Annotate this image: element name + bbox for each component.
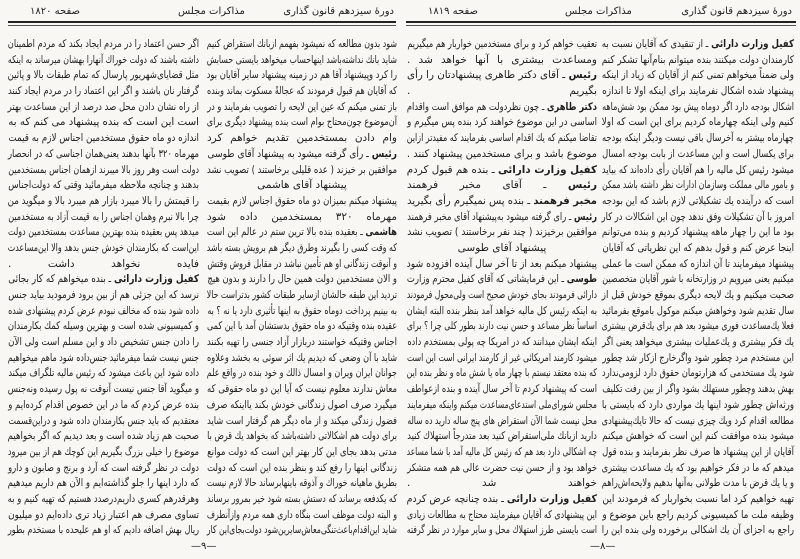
speaker-name: کفیل وزارت دارائی	[711, 38, 794, 50]
text-line: که آقایان هم قبول فرمودند که عجالةً مسکوت بماند وبنده	[207, 85, 397, 98]
text-line: صحبت هم زیاد شده است و بعد دیدیم که اگر بخواهیم	[7, 430, 199, 443]
text-line: پیشنهاد میکنم بمیزان دو ماه حقوق اجناس لازم بقیمت	[207, 194, 397, 207]
text-line: جنس نیست شما میفرمائید جنس‌داده شود ماهم میخواهیم	[7, 351, 199, 364]
speaker-name: رئیس	[371, 147, 397, 160]
text-line: موافقین برخیزند ( چند نفر برخاستند ) تصویب نشد	[407, 226, 597, 239]
text-line: و البته دولت موظف است بنگاه داری همه مردم وازآنطرف	[206, 508, 397, 521]
text-line: صحبت میکنیم و یك لایحه دیگری بموقع خودش قبل از	[601, 289, 794, 301]
header-rule	[406, 21, 796, 23]
text-line: شاید این‌اقدام‌باعث‌تنگی‌معاش‌سایرین‌شود دولت‌بجای‌این کار	[206, 524, 397, 537]
header-period: دورهٔ سیزدهم قانون گذاری	[283, 6, 394, 17]
text-line: موضوع را خیلی بزرگ بگیریم این کوچك هم از بین میرود	[7, 445, 199, 458]
text-line: نرسد که این جزئی هم از بین برود فرمودید بیاید جنس	[8, 289, 200, 301]
text-line: که وقت کسی را بگیرند وطرق دیگر هم برویش بسته باشد	[206, 241, 397, 254]
text-line: موضوع باشد و برای مستخدمین پیشنهاد کنند .	[406, 147, 597, 160]
text-line: است که درآینده یك تشکیلاتی لازم باشد که این بودجه	[601, 194, 794, 207]
speech-text: ـ بنده میخواهم که کار بجائی	[8, 273, 114, 286]
text-line: اشکال بودجه دارد اگر دوماه پیش بود ممکن بود شش‌ماهه	[602, 100, 794, 113]
text-line: اجناس وقتیکه خواستند دربازار آزاد جنسی را تهیه بکنند	[206, 336, 397, 349]
header-page-number: صفحه ۱۸۲۰	[30, 6, 81, 17]
page-1819	[400, 0, 800, 559]
text-line: مهرماه ۳۲۰ بآنها بدهند یعنی‌همان اجناسی که در انحصار	[7, 147, 199, 160]
text-line: تساوی مصرف هم اعتبار زیاد تری داده‌ایم دو میلیون	[8, 508, 199, 521]
text-line: موافقین بر خیزند ( عده قلیلی برخاستند ) تصویب نشد	[207, 163, 397, 176]
text-line: شاید با آن وضعی که دیدیم یك اثر سوئی به بخشد وعلاوه	[207, 351, 397, 364]
text-line	[406, 100, 597, 116]
text-line: داده شود این باعث میشود که رئیس مالیه تلگراف میکند	[8, 367, 199, 380]
speaker-name: هاشمی	[365, 226, 397, 239]
text-line: است که پیشنهاد کردم تا آخر سال آینده و بنده ازعواطف	[406, 383, 597, 396]
header-rule	[8, 21, 396, 23]
speaker-name: طوسی	[566, 273, 597, 286]
text-line: وهرقدرهم کسری داریم‌درصدد هستیم که تهیه کنیم و به	[7, 492, 199, 505]
text-line: فضول زندگی میکند و از ماه دیگر هم گرفتار است شاید	[207, 414, 397, 427]
text-line: بدهند و چنانچه ملاحظه میفرمائید وقتی که دولت‌اجناس	[8, 179, 200, 192]
text-line: دارید ازبانك ملی‌استقراض کنید بعد متدرجاً استهلاك کنید	[407, 430, 597, 443]
text-line: میدهم که ما در فکر خواهیم بود که یك مساعدت بیشتری	[601, 461, 794, 474]
speech-text: ـ بنده پس نمیگیرم رأی بگیرید	[407, 194, 534, 207]
text-line: این پیشنهادی که آقایان میفرمایند محتاج به مطالعات زیادی	[407, 508, 597, 521]
text-line	[206, 225, 397, 241]
text-line: بطریق ماهیانه خوراك و آذوقه باینهابرساند حالا لازم نیست	[206, 477, 397, 490]
column-right	[602, 37, 794, 539]
text-line: دارائی فرمودند بجای خودش صحیح است ولی‌محول فرمودند	[406, 289, 597, 301]
text-line: فایده نخواهد داشت .	[8, 257, 199, 270]
text-line: ورثه‌اش چطور شود اینها یك مواردی دارد که بایستی با	[601, 398, 794, 411]
speaker-name: رئیس	[568, 69, 597, 82]
footer-page-number: —۹—	[191, 541, 217, 552]
text-line: اساساً نظر مساعد و حسن نیت دارند بطور کلی چرا ؟ برای	[406, 320, 597, 333]
speaker-name: کفیل وزارت دارائی	[113, 273, 199, 286]
text-line: تقاضا میکنم که یك اقدام اساسی بفرمایند که مفیدتر ازاین	[406, 132, 597, 145]
text-line: چهارماه بیشتر به آخرسال باقی نیست ودیگر اینکه بودجه	[602, 132, 794, 145]
text-line: تردید این طبقه حالشان ازسایر طبقات کشور بدتراست حالا	[206, 289, 397, 301]
text-line: میشود کارمند امریکائی غیر از کارمند ایرانی است این است	[407, 351, 597, 364]
text-line: میدهد پس بعقیده بنده بهترین مساعدت بمستخدمین دولت	[8, 226, 199, 239]
text-line: ریال بهش اضافه دادیم که او هم علیحده با مستخدم بطور	[7, 524, 199, 537]
text-line: برای دولت هم اشکالاتی داشته‌باشد که بخواهد یك قرض با	[207, 430, 397, 443]
text-line: به اینکه رئیس کل مالیه خواهد آمد بنظر بنده البته ایشان	[406, 304, 597, 317]
text-line: که یکدفعه برساند که دستش بسته شود خیر بمرور برساند	[207, 492, 397, 505]
speech-text: ـ بعقیده بنده بالا ترین ستم در عالم این است	[206, 226, 366, 239]
column-left	[407, 37, 597, 539]
text-line: مدتی بدهد بجای این کار بهتر این است که دولت موانع	[207, 445, 397, 458]
text-line	[406, 68, 597, 84]
text-line: زندگانی اینها را رفع کند و بنظر بنده این است که دولت	[207, 461, 397, 474]
text-line: را کرد وپیشنهاد آقا هم در زمینه پیشنهاد سایر آقایان بود	[206, 69, 397, 82]
text-line: به بینیم پرداخت دوماه حقوق به اینها تأثیری دارد یا نه ؟ به	[207, 304, 397, 317]
text-line: بنده عرض کردم که ما در این خصوص اقدام کرده‌ایم و	[8, 398, 199, 411]
speaker-name: دکتر طاهری	[546, 100, 597, 113]
text-line: میشود بنده موافقت کنم این است که خواهش میکنم	[602, 430, 794, 443]
speech-text: ـ این فرمایشاتی که آقای کفیل محترم وزارت	[406, 273, 567, 286]
speech-text: ـ چون نظردولت هم موافق است واقدام	[406, 100, 547, 113]
header-title: مذاکرات مجلس	[565, 6, 632, 17]
text-line: اگر حسن اعتماد را در مردم ایجاد بکند که مردم اطمینان	[7, 38, 199, 50]
text-line: سال تقدیم شود وخواهش میکنم موکول باموقع بفرمائید	[601, 304, 794, 317]
text-line: دولت در نظر گرفته است که آرد و برنج و صابون و دارو	[8, 461, 200, 474]
text-line: که دارد اینها را جلو گذاشته‌ایم و الآن هم داریم میدهیم	[7, 477, 200, 490]
speech-text: ـ آقای مخبر فرهمند	[407, 179, 568, 192]
text-line: و الان مستخدمین دولت همین حال را دارند و بدون هیچ	[207, 273, 397, 286]
text-line: ومساعدت بیشتری با آنها خواهد شد .	[407, 53, 597, 66]
speech-text: ـ بنده هم قبول کردم	[406, 163, 498, 176]
speaker-name: کفیل وزارت دارائی	[497, 163, 597, 176]
text-line: و یا یك قرض با مدت طولانی به‌آنها بدهیم ولایحه‌اش‌راهم	[601, 477, 794, 490]
speech-text: ـ رای گرفته میشود به‌پیشنهاد آقای مخبر فرهمند	[407, 210, 574, 223]
text-line: برای یکسال است و این مساعدت از بابت بودجه امسال	[602, 147, 794, 160]
proposal-heading: پیشنهاد آقای هاشمی	[257, 179, 347, 192]
text-line: تعقیب خواهم کرد و برای مستخدمین خواربار هم میگیریم	[407, 38, 597, 50]
text-line: دولت است وهر روز بالا میبرند ازهمان اجناس بمستخدمین	[8, 163, 200, 176]
text-line	[8, 272, 199, 288]
text-line: باز تمنی میکنم که عین این لایحه را تصویب بفرمایند و در	[207, 100, 397, 113]
text-line: و کمیسیونی شده است و بهترین وسیله کمك بکارمندان	[7, 320, 199, 333]
text-line	[601, 37, 794, 53]
text-line	[407, 178, 597, 194]
text-line	[406, 492, 597, 508]
text-line: محل نیست شما الآن استقراض های پنج ساله دارید ده ساله	[407, 414, 597, 427]
text-line: است این است که بنده پیشنهاد می کنم که به	[8, 116, 199, 129]
text-line: تهیه خواهیم کرد اما نسبت بخواربار که فرمودند این	[602, 492, 794, 505]
text-line: وظیفه ملت ما کمیسیونی کردیم راجع باین موضوع و	[602, 508, 794, 521]
text-line: بهش بدهند وچطور مستهلك بشود واگر از بین رفت تکلیف	[602, 383, 794, 396]
text-line: امروز با آن تشکیلات وفق ندهد چون این اشکالات در کار	[601, 210, 794, 223]
text-line: جوانان ایران ویران و امسال ذالك و خود بنده در واقع علم	[206, 367, 397, 380]
text-line: و بامور مالی مملکت وسازمان ادارات نظر داشته باشد ممکن	[602, 179, 794, 192]
text-line: میشود رئیس کل مالیه را هم آقایان رأی داده‌اند که بیاید	[601, 163, 794, 176]
header-title: مذاکرات مجلس	[178, 6, 245, 17]
text-line: از راه نشان دادن محل صد درصد از این مساعدت بهتر	[7, 100, 200, 113]
text-line: وام دادن بمستخدمین تقدیم خواهم کرد	[207, 132, 397, 145]
column-left	[8, 37, 199, 539]
text-line: و آنوقت زندگانی او هم تأمین نباشد در مقابل فروش وقتش	[207, 257, 397, 270]
text-line: معاش ندارند معلوم نیست که آیا این دو ماه حقوقی که	[207, 383, 397, 396]
proposal-heading: پیشنهاد آقای طوسی	[457, 241, 547, 254]
text-line: پیشنهاد شده اشکال نفرمایند برای اینکه اولا تا اندازه	[602, 85, 794, 98]
speaker-name: مخبر فرهمند	[533, 194, 597, 207]
text-line: مطالعه اقدام کرد ویك چیزی نیست که حالا تایك‌پیشنهادی	[601, 414, 794, 427]
text-line	[406, 272, 597, 288]
text-line: میکنیم یعنی میرویم در وزارتخانه با شور آقایان متخصصین	[602, 273, 794, 286]
text-line: این‌است که بکارمندان خودش جنس بدهد والا این‌مساعدت	[7, 241, 200, 254]
text-line: را دادن جنس تشخیص داد و این مسلم است ولی الآن	[8, 336, 199, 349]
header-page-number: صفحه ۱۸۱۹	[428, 6, 479, 17]
speech-text: ـ آقای دکتر طاهری پیشنهادتان را رأی	[406, 69, 569, 82]
text-line: عقیده بنده وقتیکه دو ماه حقوق بدستشان آمد با این کمی	[206, 320, 397, 333]
text-line: این مستخدم مرد چطور شود واگرخارج ازکار شد چطور	[602, 351, 794, 364]
text-line: یك فکر بیشتری و یك‌عملیات بیشتری میخواهد یعنی اگر	[602, 336, 794, 349]
text-line: است بایستی طرز استهلاك محل و سایر موارد در نظر گرفته	[406, 524, 597, 537]
speaker-name: رئیس	[567, 179, 597, 192]
text-line: اندازه دو ماه حقوق مستخدمین اجناس لازم به قیمت	[8, 132, 199, 145]
text-line: آن‌موضوع چون‌محتاج بوام است بنده پیشنهاد دیگری برای	[206, 116, 397, 129]
text-line: مهرماه ۳۲۰ بمستخدمین داده شود	[207, 210, 397, 223]
text-line: راجع به اجزای آن یك اشکالی برخورده ولی بنده این را	[601, 524, 794, 537]
text-line: خواهد بود و از حسن نیت حضرت عالی هم همه متشکر	[407, 461, 597, 474]
text-line: چرا بالا نبرم وهمان اجناس را به قیمت آزاد به مستخدمین	[8, 210, 199, 223]
text-line: اینکه ایشان میدانند که در امریکا چه پولی بمستخدم داده	[407, 336, 597, 349]
footer-page-number: —۸—	[590, 541, 616, 552]
text-line: چه اشکالی دارد بعد هم که رئیس کل مالیه آمد با شما مساعد	[406, 445, 597, 458]
text-line	[406, 163, 597, 179]
speech-text: ـ بنده چنانچه عرض کردم	[406, 492, 507, 505]
speech-text: ـ از تنقیدی که آقایان نسبت به	[601, 38, 712, 50]
text-line: بود ما این را چهار ماهه پیشنهاد کردیم و بنده می‌توانم	[601, 226, 794, 239]
text-line: میگیرد صرف اصول زندگانی خودش بکند یااینکه صرف	[206, 398, 397, 411]
text-line: آقایان از این پیشنهاد ها صرف نظر بفرمایند و بنده قول	[602, 445, 794, 458]
header-rule-thin	[8, 25, 396, 26]
speaker-name: رئیس	[573, 210, 597, 223]
text-line: داشته باشند که دولت خوراك آنهارا بهشان میرساند به اینکه	[7, 53, 199, 66]
text-line: و میگوید آقا جنس نیست آنوقت نه پول رسیده ونه‌جنس	[7, 383, 200, 396]
text-line: خواهند شد .	[407, 477, 597, 490]
text-line: را قیمتش را بالا میبرد بازار هم میبرد بالا و میگوید من	[7, 194, 199, 207]
text-line: مجلس شورای‌ملی استدعای‌مساعدت میکنم واینکه میفرمایند	[407, 398, 597, 411]
text-line: پیشنهاد میفرمایند تا آن اندازه که ممکن است ما عملی	[602, 257, 794, 270]
text-line: بگیریم .	[407, 85, 597, 98]
text-line: اساسی در این موضوع خواهند کرد بنده پس میگیرم و	[407, 116, 597, 129]
header-rule-thin	[406, 25, 796, 26]
speaker-name: کفیل وزارت دارائی	[506, 492, 597, 505]
text-line: معتقدیم که باید جنس بکارمندان داده شود و دراین‌قسمت	[8, 414, 199, 427]
text-line: فعلا یك‌مساعدت فوری میشود بعد هم برای یك‌قرض بیشتری	[601, 320, 794, 333]
text-line	[207, 147, 397, 163]
text-line: شود یك مستخدمی که هزارتومان حقوق دارد لزومی‌ندارد	[602, 367, 794, 380]
text-line: گرفتار نان باشند و اگر این اعتماد را در مردم ایجاد کنند	[8, 85, 199, 98]
text-line	[407, 210, 597, 226]
text-line: کنیم ولی اینکه چهارماه کردیم برای این است که اولا	[601, 116, 794, 129]
column-right	[207, 37, 397, 539]
text-line: مثل قضایای‌شهریور پارسال که تمام طبقات بالا و پائین	[7, 69, 199, 82]
text-line: ولی ضمناً میخواهم تمنی کنم از آقایان که زیاد از اینکه	[601, 69, 794, 82]
text-line: شاید بانك نداشته‌باشد اینهاحساب میخواهد بایستی حسابش	[206, 53, 397, 66]
text-line: پیشنهاد میکنم بعد از تا آخر سال آینده افزوده شود	[406, 257, 597, 270]
text-line: شود بدون مطالعه که نمیشود بفهمم ازبانك استقراض کنیم	[206, 38, 397, 50]
speech-text: ـ رأی گرفته میشود به پیشنهاد آقای طوسی	[207, 147, 372, 160]
header-period: دورهٔ سیزدهم قانون گذاری	[681, 6, 792, 17]
text-line: که بنده معتقد نیستم با چهار ماه یا شش ماه و نظر بنده این	[406, 367, 597, 380]
text-line: داده شود بنده که مخالف نبودم عرض کردم پیشنهادی شده	[8, 304, 200, 317]
text-line: کارمندان دولت میکنند بنده میتوانم بنام‌آنها تشکر کنم	[601, 53, 794, 66]
text-line: اینجا عرض کنم و قول بدهم که این نظریاتی که آقایان	[602, 241, 794, 254]
text-line	[407, 194, 597, 210]
